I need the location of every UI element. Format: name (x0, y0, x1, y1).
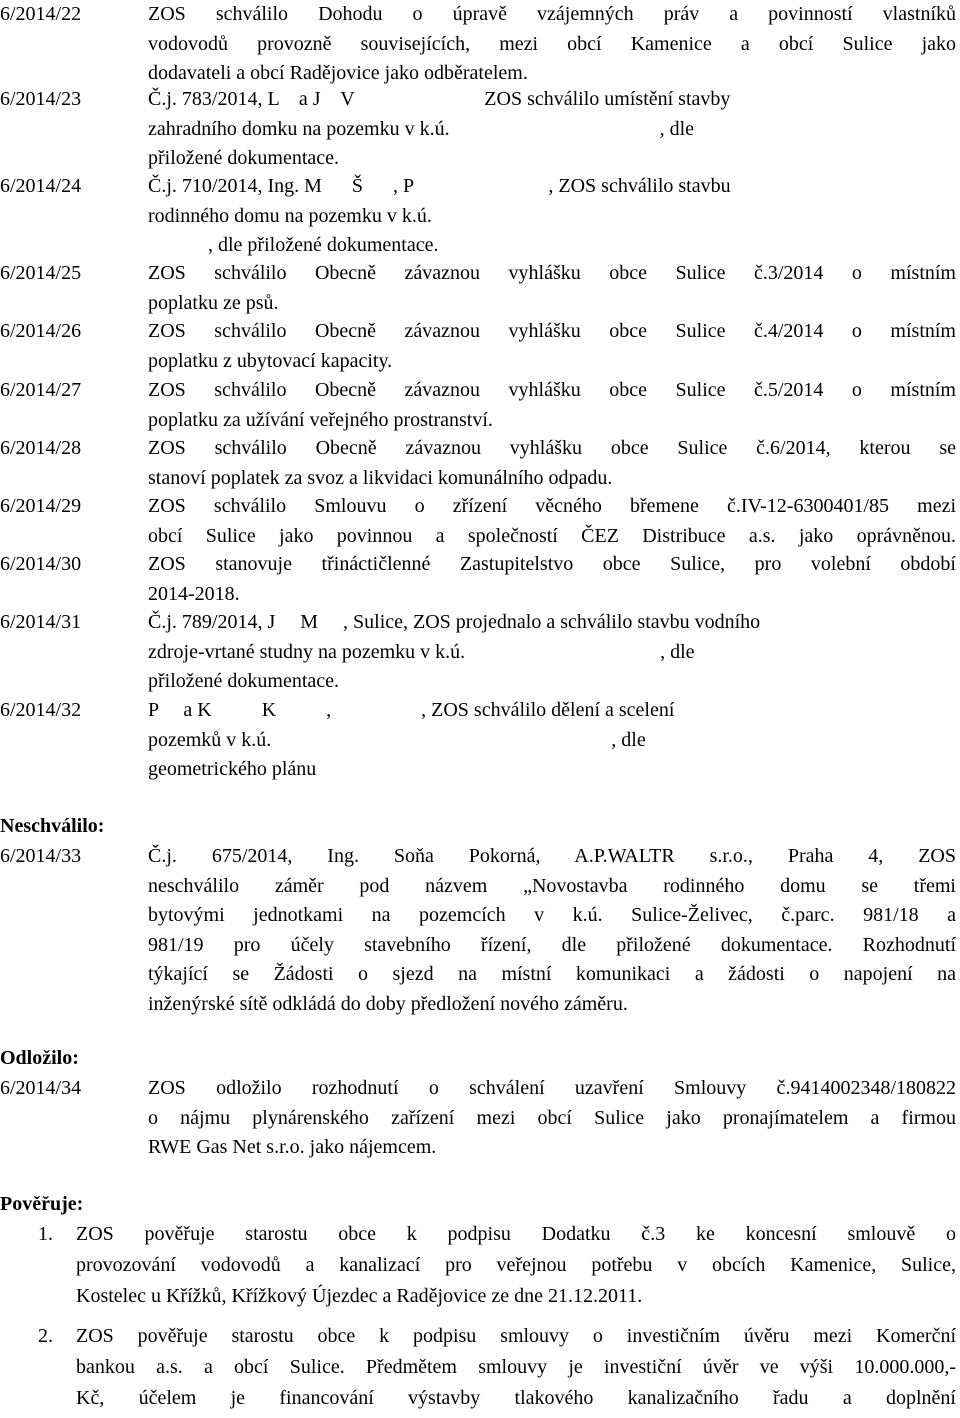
list-marker: 2. (38, 1325, 53, 1347)
resolution-number: 6/2014/25 (0, 262, 82, 284)
resolution-number: 6/2014/29 (0, 495, 82, 517)
resolution-number: 6/2014/32 (0, 699, 82, 721)
section-heading-odlozilo: Odložilo: (0, 1047, 79, 1069)
resolution-text: P a K K , , ZOS schválilo dělení a scelení pozemků v k.ú. , dle geometrického plánu (148, 699, 675, 780)
resolution-number: 6/2014/27 (0, 379, 82, 401)
resolution-text: Č.j. 789/2014, J M , Sulice, ZOS projednalo a schválilo stavbu vodního zdroje-vrtané studny na pozemku v k.ú. , dle přiložené dokumentace. (148, 611, 761, 692)
list-item-text: ZOS pověřuje starostu obce k podpisu smlouvy o investičním úvěru mezi Komerční bankou a.s. a obcí Sulice. Předmětem smlouvy je investiční úvěr ve výši 10.000.000,- Kč, účelem je financování výstavby tlakového kanalizačního řadu a doplnění (76, 1325, 956, 1409)
resolution-text: Č.j. 710/2014, Ing. M Š , P , ZOS schválilo stavbu rodinného domu na pozemku v k.ú. , dle přiložené dokumentace. (148, 175, 731, 256)
resolution-number: 6/2014/28 (0, 437, 82, 459)
list-item-text: ZOS pověřuje starostu obce k podpisu Dodatku č.3 ke koncesní smlouvě o provozování vodovodů a kanalizací pro veřejnou potřebu v obcích Kamenice, Sulice, Kostelec u Křížků, Křížkový Újezdec a Radějovice ze dne 21.12.2011. (76, 1223, 956, 1307)
resolution-text: ZOS schválilo Dohodu o úpravě vzájemných práv a povinností vlastníků vodovodů provozně souvisejících, mezi obcí Kamenice a obcí Sulice jako dodavateli a obcí Radějovice jako odběratelem. (148, 3, 956, 84)
section-heading-neschvalilo: Neschválilo: (0, 815, 105, 837)
resolution-number: 6/2014/31 (0, 611, 82, 633)
resolution-text: ZOS schválilo Obecně závaznou vyhlášku obce Sulice č.6/2014, kterou se stanoví poplatek za svoz a likvidaci komunálního odpadu. (148, 437, 956, 489)
resolution-number: 6/2014/23 (0, 88, 82, 110)
resolution-number: 6/2014/26 (0, 320, 82, 342)
resolution-text: ZOS schválilo Obecně závaznou vyhlášku obce Sulice č.5/2014 o místním poplatku za užívání veřejného prostranství. (148, 379, 956, 431)
resolution-text: Č.j. 783/2014, L a J V ZOS schválilo umístění stavby zahradního domku na pozemku v k.ú. , dle přiložené dokumentace. (148, 88, 731, 169)
resolution-number: 6/2014/30 (0, 553, 82, 575)
resolution-text: Č.j. 675/2014, Ing. Soňa Pokorná, A.P.WALTR s.r.o., Praha 4, ZOS neschválilo záměr pod názvem „Novostavba rodinného domu se třemi bytovými jednotkami na pozemcích v k.ú. Sulice-Želivec, č.parc. 981/18 a 981/19 pro účely stavebního řízení, dle přiložené dokumentace. Rozhodnutí týkající se Žádosti o sjezd na místní komunikaci a žádosti o napojení na inženýrské sítě odkládá do doby předložení nového záměru. (148, 845, 956, 1015)
resolution-text: ZOS schválilo Obecně závaznou vyhlášku obce Sulice č.4/2014 o místním poplatku z ubytovací kapacity. (148, 320, 956, 372)
resolution-text: ZOS odložilo rozhodnutí o schválení uzavření Smlouvy č.9414002348/180822 o nájmu plynárenského zařízení mezi obcí Sulice jako pronajímatelem a firmou RWE Gas Net s.r.o. jako nájemcem. (148, 1077, 956, 1158)
resolution-number: 6/2014/24 (0, 175, 82, 197)
resolution-number: 6/2014/22 (0, 3, 82, 25)
section-heading-poveruje: Pověřuje: (0, 1193, 84, 1215)
resolution-number: 6/2014/33 (0, 845, 82, 867)
resolution-text: ZOS schválilo Smlouvu o zřízení věcného břemene č.IV-12-6300401/85 mezi obcí Sulice jako povinnou a společností ČEZ Distribuce a.s. jako oprávněnou. (148, 495, 956, 547)
resolution-number: 6/2014/34 (0, 1077, 82, 1099)
resolution-text: ZOS stanovuje třináctičlenné Zastupitelstvo obce Sulice, pro volební období 2014-2018. (148, 553, 956, 605)
resolution-text: ZOS schválilo Obecně závaznou vyhlášku obce Sulice č.3/2014 o místním poplatku ze psů. (148, 262, 956, 314)
list-marker: 1. (38, 1223, 53, 1245)
